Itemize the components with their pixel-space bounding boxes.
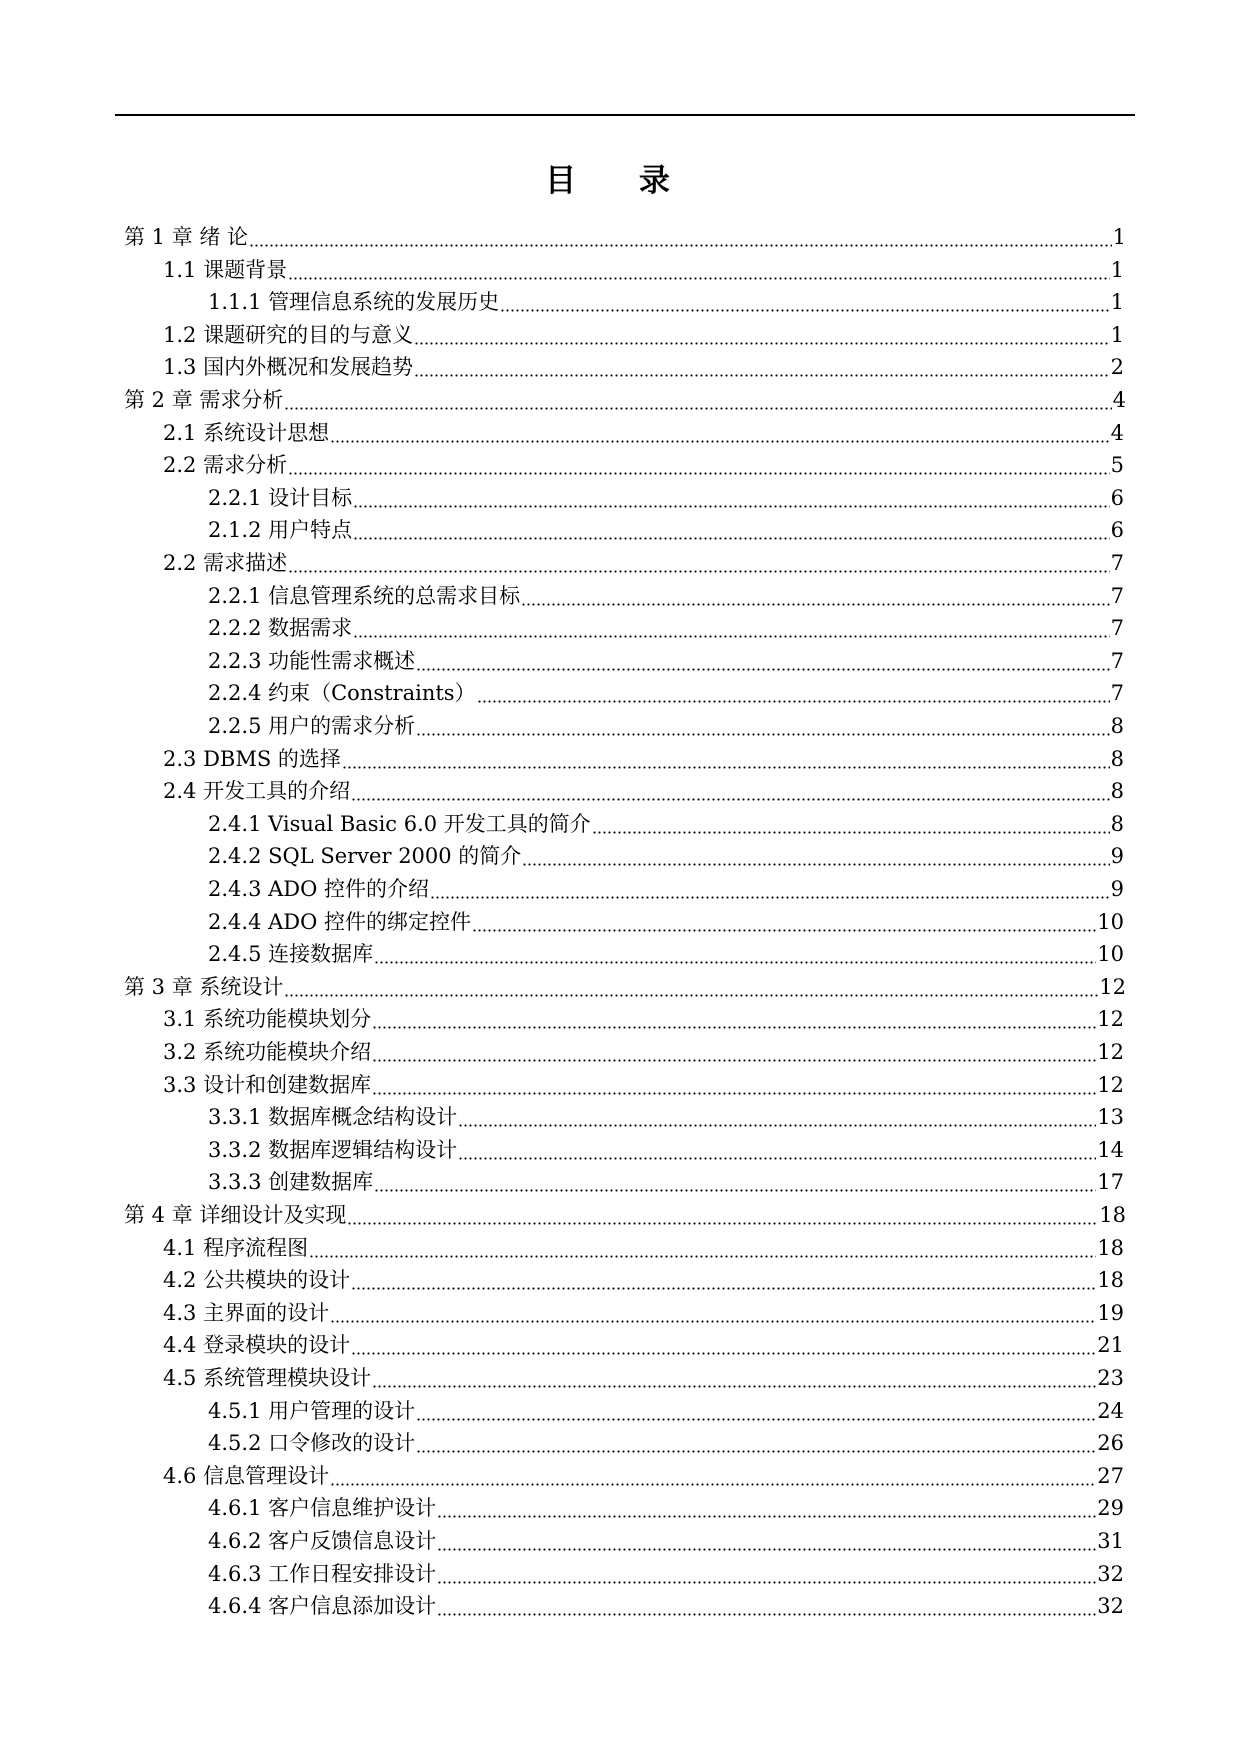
toc-dot-leader: [592, 814, 1110, 834]
toc-entry[interactable]: [163, 1066, 1124, 1098]
page-title: 目 录: [545, 163, 696, 199]
toc-entry-label: 1.3 国内外概况和发展趋势: [163, 355, 414, 380]
toc-dot-leader: [416, 716, 1110, 736]
toc-entry-page-number: 1: [1110, 257, 1124, 282]
toc-entry-label: 2.4 开发工具的介绍: [163, 779, 351, 804]
toc-entry-label: 2.4.4 ADO 控件的绑定控件: [208, 909, 472, 934]
toc-entry-page-number: 6: [1110, 485, 1124, 510]
toc-entry[interactable]: [163, 1326, 1124, 1358]
toc-dot-leader: [372, 1042, 1096, 1062]
toc-entry-page-number: 26: [1097, 1431, 1124, 1456]
toc-entry-page-number: 1: [1112, 225, 1126, 249]
toc-entry[interactable]: [208, 283, 1124, 315]
toc-entry-page-number: 4: [1112, 388, 1126, 412]
toc-entry[interactable]: [208, 511, 1124, 543]
toc-entry-label: 4.4 登录模块的设计: [163, 1333, 351, 1358]
toc-entry[interactable]: [124, 1196, 1126, 1228]
toc-entry-page-number: 7: [1110, 616, 1124, 641]
toc-entry[interactable]: [163, 414, 1124, 446]
toc-entry[interactable]: [208, 1489, 1124, 1521]
toc-dot-leader: [249, 227, 1112, 247]
toc-dot-leader: [351, 1335, 1096, 1355]
toc-entry-page-number: 12: [1097, 1040, 1124, 1064]
toc-entry-page-number: 17: [1097, 1170, 1124, 1195]
toc-entry[interactable]: [163, 1294, 1124, 1326]
toc-entry-page-number: 8: [1110, 779, 1124, 804]
toc-entry[interactable]: [208, 674, 1124, 706]
toc-entry[interactable]: [208, 805, 1124, 837]
toc-entry-page-number: 27: [1097, 1463, 1124, 1488]
toc-entry[interactable]: [163, 1000, 1124, 1032]
toc-dot-leader: [288, 260, 1110, 280]
toc-dot-leader: [330, 1466, 1096, 1486]
toc-entry-label: 4.6.4 客户信息添加设计: [208, 1594, 437, 1619]
toc-dot-leader: [284, 977, 1098, 997]
toc-entry[interactable]: [163, 348, 1124, 380]
toc-entry-label: 第 1 章 绪 论: [124, 225, 249, 249]
toc-entry[interactable]: [163, 544, 1124, 576]
toc-entry-label: 1.1.1 管理信息系统的发展历史: [208, 290, 500, 315]
toc-dot-leader: [353, 488, 1110, 508]
toc-entry-label: 1.2 课题研究的目的与意义: [163, 322, 414, 347]
toc-entry[interactable]: [208, 642, 1124, 674]
toc-dot-leader: [330, 423, 1110, 443]
toc-entry-label: 2.4.3 ADO 控件的介绍: [208, 877, 430, 901]
toc-entry-page-number: 24: [1097, 1398, 1124, 1423]
toc-entry-label: 2.1.2 用户特点: [208, 518, 353, 543]
toc-dot-leader: [374, 1172, 1096, 1192]
toc-entry[interactable]: [208, 837, 1124, 869]
toc-entry-label: 2.2.3 功能性需求概述: [208, 648, 416, 673]
toc-dot-leader: [351, 781, 1110, 801]
toc-dot-leader: [430, 879, 1110, 899]
toc-dot-leader: [437, 1564, 1096, 1584]
toc-entry[interactable]: [163, 251, 1124, 283]
toc-entry-page-number: 4: [1110, 420, 1124, 445]
toc-dot-leader: [500, 292, 1110, 312]
toc-dot-leader: [477, 683, 1110, 703]
toc-entry[interactable]: [163, 316, 1124, 348]
toc-dot-leader: [437, 1498, 1096, 1518]
toc-entry-page-number: 1: [1110, 290, 1124, 315]
toc-dot-leader: [288, 553, 1110, 573]
toc-dot-leader: [309, 1238, 1096, 1258]
toc-dot-leader: [353, 618, 1110, 638]
toc-dot-leader: [416, 1401, 1096, 1421]
toc-entry-label: 4.5.1 用户管理的设计: [208, 1398, 416, 1423]
toc-entry[interactable]: [208, 1163, 1124, 1195]
toc-entry-page-number: 14: [1097, 1137, 1124, 1162]
toc-entry-label: 第 4 章 详细设计及实现: [124, 1203, 347, 1227]
toc-dot-leader: [416, 1433, 1096, 1453]
toc-entry[interactable]: [163, 446, 1124, 478]
toc-entry[interactable]: [163, 1261, 1124, 1293]
toc-entry-label: 2.3 DBMS 的选择: [163, 746, 341, 771]
toc-dot-leader: [288, 455, 1110, 475]
toc-entry-page-number: 21: [1097, 1333, 1124, 1358]
toc-dot-leader: [372, 1075, 1096, 1095]
toc-entry[interactable]: [124, 968, 1126, 1000]
toc-entry[interactable]: [208, 479, 1124, 511]
toc-dot-leader: [374, 944, 1096, 964]
toc-entry-label: 2.4.5 连接数据库: [208, 942, 374, 967]
toc-dot-leader: [437, 1531, 1096, 1551]
toc-dot-leader: [342, 749, 1110, 769]
toc-entry-page-number: 6: [1110, 518, 1124, 543]
toc-entry-page-number: 10: [1097, 942, 1124, 967]
toc-entry-label: 4.5 系统管理模块设计: [163, 1366, 372, 1390]
toc-entry[interactable]: [208, 1522, 1124, 1554]
toc-entry[interactable]: [208, 935, 1124, 967]
toc-dot-leader: [416, 651, 1110, 671]
toc-entry-label: 第 3 章 系统设计: [124, 974, 284, 999]
toc-entry-label: 3.3.1 数据库概念结构设计: [208, 1105, 458, 1130]
toc-entry[interactable]: [163, 772, 1124, 804]
toc-entry-label: 4.6.3 工作日程安排设计: [208, 1561, 437, 1586]
toc-entry-page-number: 18: [1099, 1203, 1126, 1227]
toc-dot-leader: [372, 1368, 1096, 1388]
toc-dot-leader: [437, 1596, 1096, 1616]
header-rule: [115, 114, 1135, 116]
toc-entry-label: 2.2 需求描述: [163, 551, 288, 575]
toc-entry[interactable]: [163, 1359, 1124, 1391]
toc-entry-label: 4.1 程序流程图: [163, 1235, 309, 1260]
toc-entry-page-number: 12: [1097, 1072, 1124, 1097]
toc-entry[interactable]: [124, 218, 1126, 250]
toc-entry-page-number: 18: [1097, 1235, 1124, 1260]
toc-dot-leader: [351, 1270, 1096, 1290]
toc-entry[interactable]: [208, 903, 1124, 935]
toc-entry-page-number: 2: [1110, 355, 1124, 380]
toc-dot-leader: [353, 520, 1110, 540]
toc-entry-page-number: 10: [1097, 909, 1124, 934]
toc-entry-label: 4.2 公共模块的设计: [163, 1268, 351, 1293]
toc-entry-label: 4.6.1 客户信息维护设计: [208, 1496, 437, 1521]
toc-entry[interactable]: [208, 1424, 1124, 1456]
toc-entry-label: 4.5.2 口令修改的设计: [208, 1431, 416, 1456]
toc-entry-page-number: 7: [1110, 648, 1124, 673]
toc-dot-leader: [284, 390, 1111, 410]
toc-entry-page-number: 5: [1110, 453, 1124, 478]
toc-entry[interactable]: [208, 1587, 1124, 1619]
toc-entry-label: 2.1 系统设计思想: [163, 420, 330, 445]
toc-dot-leader: [458, 1107, 1096, 1127]
toc-dot-leader: [347, 1205, 1098, 1225]
toc-entry-label: 4.6.2 客户反馈信息设计: [208, 1529, 437, 1553]
toc-entry-label: 3.3.3 创建数据库: [208, 1170, 374, 1195]
toc-entry-label: 1.1 课题背景: [163, 257, 288, 282]
toc-dot-leader: [414, 325, 1110, 345]
toc-dot-leader: [521, 586, 1110, 606]
toc-entry-page-number: 7: [1110, 681, 1124, 706]
toc-entry-page-number: 8: [1110, 714, 1124, 738]
toc-entry-page-number: 1: [1110, 322, 1124, 347]
toc-dot-leader: [372, 1009, 1096, 1029]
toc-entry-label: 2.2.5 用户的需求分析: [208, 714, 416, 738]
toc-dot-leader: [522, 846, 1109, 866]
toc-entry-label: 第 2 章 需求分析: [124, 388, 284, 412]
toc-entry-label: 3.3 设计和创建数据库: [163, 1072, 372, 1097]
toc-entry[interactable]: [208, 1131, 1124, 1163]
toc-entry[interactable]: [163, 1457, 1124, 1489]
toc-entry-label: 3.1 系统功能模块划分: [163, 1007, 372, 1032]
toc-entry[interactable]: [208, 707, 1124, 739]
toc-entry[interactable]: [163, 740, 1124, 772]
toc-entry[interactable]: [208, 1555, 1124, 1587]
toc-entry[interactable]: [208, 870, 1124, 902]
toc-entry-page-number: 31: [1097, 1529, 1124, 1553]
toc-dot-leader: [458, 1140, 1096, 1160]
toc-entry-page-number: 18: [1097, 1268, 1124, 1293]
toc-entry-label: 2.2.1 信息管理系统的总需求目标: [208, 583, 521, 608]
toc-entry-label: 2.2 需求分析: [163, 453, 288, 478]
toc-entry-page-number: 32: [1097, 1594, 1124, 1619]
toc-entry-page-number: 7: [1110, 551, 1124, 575]
toc-entry-label: 3.2 系统功能模块介绍: [163, 1040, 372, 1064]
toc-entry[interactable]: [124, 381, 1126, 413]
toc-entry-page-number: 29: [1097, 1496, 1124, 1521]
toc-dot-leader: [472, 912, 1096, 932]
toc-entry-label: 2.2.4 约束（Constraints）: [208, 681, 476, 706]
toc-entry-page-number: 8: [1110, 811, 1124, 836]
toc-entry-page-number: 12: [1099, 974, 1126, 999]
toc-entry[interactable]: [208, 1098, 1124, 1130]
toc-entry-label: 2.2.2 数据需求: [208, 616, 353, 641]
toc-entry-page-number: 7: [1110, 583, 1124, 608]
toc-entry[interactable]: [208, 1392, 1124, 1424]
toc-entry-page-number: 9: [1110, 844, 1124, 869]
toc-entry[interactable]: [163, 1033, 1124, 1065]
toc-entry-page-number: 32: [1097, 1561, 1124, 1586]
toc-entry-page-number: 13: [1097, 1105, 1124, 1130]
toc-entry-page-number: 8: [1110, 746, 1124, 771]
toc-entry-label: 4.3 主界面的设计: [163, 1300, 330, 1325]
toc-entry[interactable]: [208, 577, 1124, 609]
toc-entry[interactable]: [163, 1229, 1124, 1261]
toc-entry-label: 2.4.1 Visual Basic 6.0 开发工具的简介: [208, 811, 591, 836]
toc-entry-page-number: 9: [1110, 877, 1124, 901]
toc-dot-leader: [330, 1303, 1096, 1323]
toc-entry-label: 2.4.2 SQL Server 2000 的简介: [208, 844, 522, 869]
toc-entry-page-number: 12: [1097, 1007, 1124, 1032]
toc-entry-page-number: 19: [1097, 1300, 1124, 1325]
toc-entry-label: 3.3.2 数据库逻辑结构设计: [208, 1137, 458, 1162]
toc-entry-label: 2.2.1 设计目标: [208, 485, 353, 510]
toc-dot-leader: [414, 357, 1110, 377]
toc-entry-page-number: 23: [1097, 1366, 1124, 1390]
toc-entry[interactable]: [208, 609, 1124, 641]
toc-entry-label: 4.6 信息管理设计: [163, 1463, 330, 1488]
